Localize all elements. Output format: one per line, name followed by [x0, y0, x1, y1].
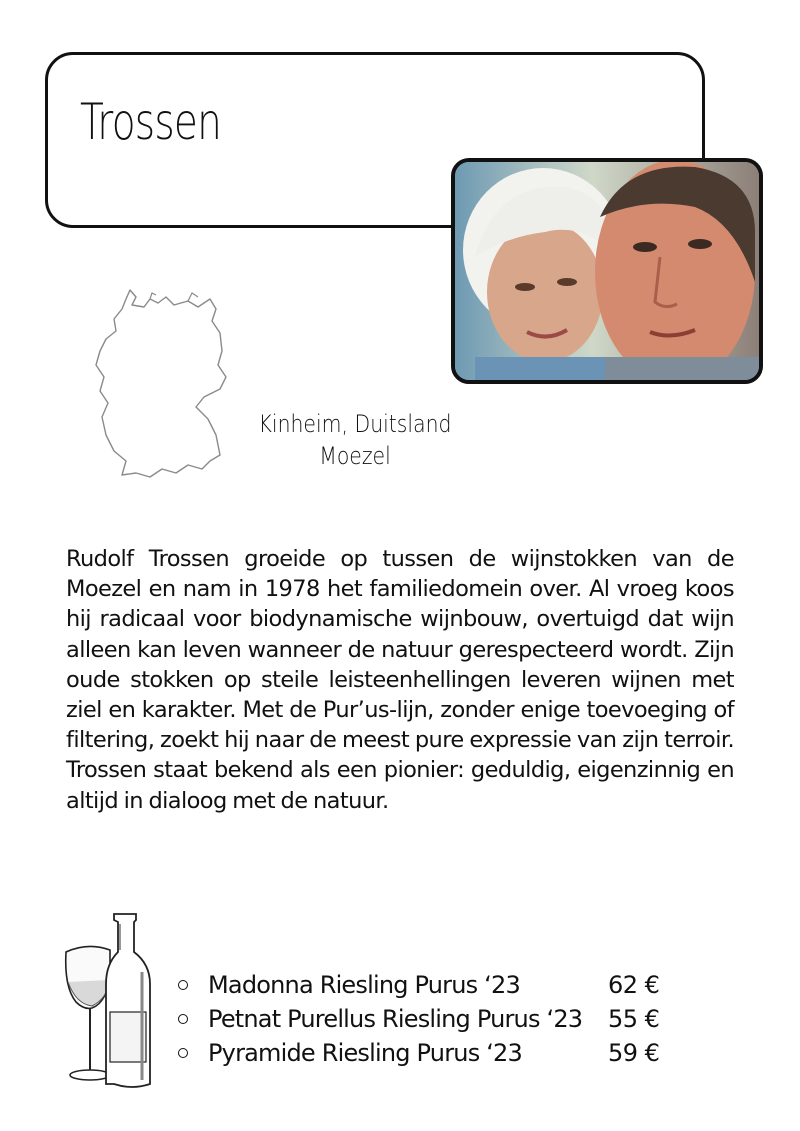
location: [240, 408, 470, 472]
wine-name: Madonna Riesling Purus ‘23: [208, 971, 520, 999]
producer-portrait-icon: [455, 162, 759, 380]
wine-name: Pyramide Riesling Purus ‘23: [208, 1039, 522, 1067]
location-place: Kinheim, Duitsland: [258, 410, 452, 438]
location-region: Moezel: [319, 442, 391, 470]
wine-name: Petnat Purellus Riesling Purus ‘23: [208, 1005, 583, 1033]
wine-item: [178, 968, 678, 1002]
wine-list: [178, 968, 678, 1070]
wine-item: [178, 1002, 678, 1036]
producer-description: Rudolf Trossen groeide op tussen de wijnstokken van de Moezel en nam in 1978 het familiedomein over. Al vroeg koos hij radicaal voor biodynamische wijnbouw, overtuigd dat wijn alleen kan leven wanneer de natuur gerespecteerd wordt. Zijn oude stokken op steile leisteenhellingen leveren wijnen met ziel en karakter. Met de Pur’us-lijn, zonder enige toevoeging of filtering, zoekt hij naar de meest pure expressie van zijn terroir. Trossen staat bekend als een pionier: geduldig, eigenzinnig en altijd in dialoog met de natuur.: [66, 546, 734, 814]
producer-photo: [451, 158, 763, 384]
wine-item: [178, 1036, 678, 1070]
bullet-icon: [178, 1014, 188, 1024]
bullet-icon: [178, 980, 188, 990]
wine-price: 62 €: [608, 971, 660, 999]
wine-bottle-and-glass: [62, 912, 158, 1092]
page-title: Trossen: [80, 93, 222, 151]
wine-price: 59 €: [608, 1039, 660, 1067]
bullet-icon: [178, 1048, 188, 1058]
germany-map-icon: [92, 285, 242, 485]
wine-price: 55 €: [608, 1005, 660, 1033]
germany-map: [92, 285, 242, 485]
wine-bottle-glass-icon: [62, 912, 158, 1092]
